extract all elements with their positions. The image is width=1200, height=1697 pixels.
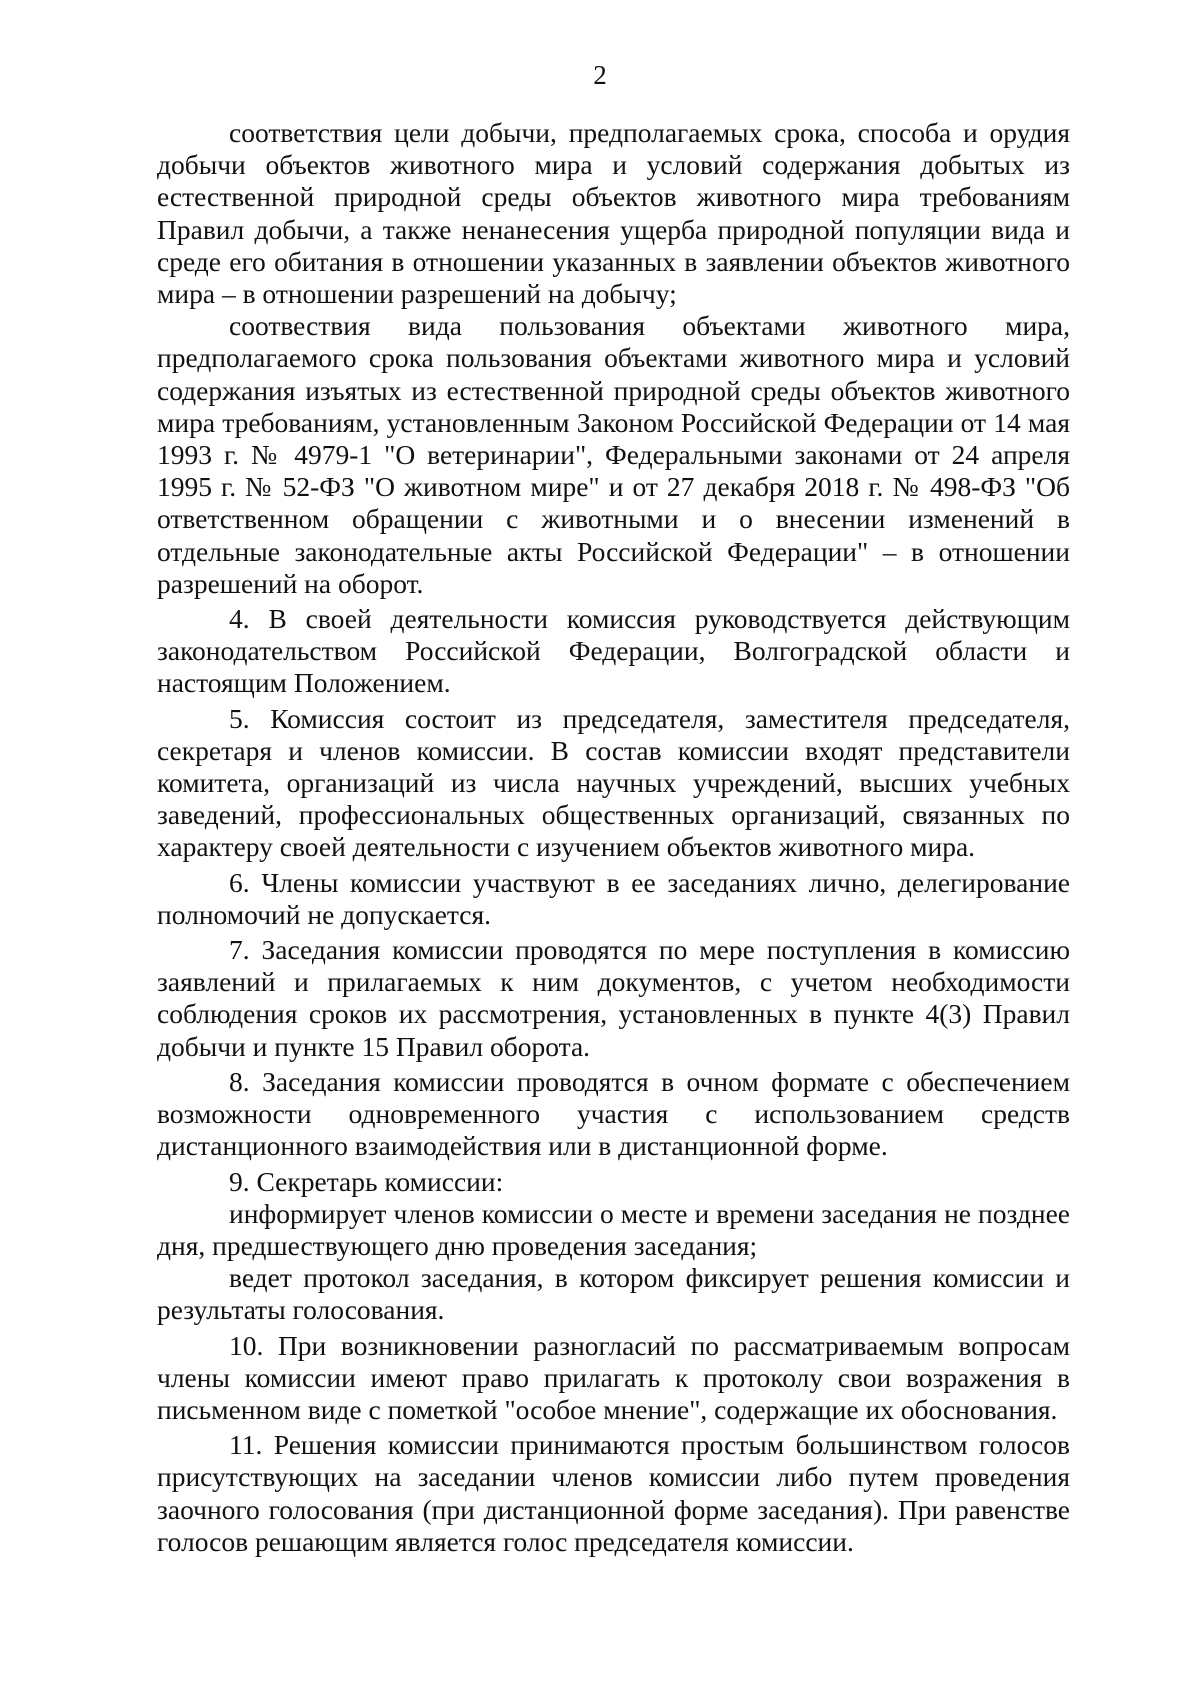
document-body xyxy=(157,117,1070,1558)
paragraph-item-8: 8. Заседания комиссии проводятся в очном формате с обеспечением возможности одновременного участия с использованием средств дистанционного взаимодействия или в дистанционной форме. xyxy=(157,1065,1070,1162)
paragraph-item-10: 10. При возникновении разногласий по рассматриваемым вопросам члены комиссии имеют право прилагать к протоколу свои возражения в письменном виде с пометкой "особое мнение", содержащие их обоснования. xyxy=(157,1329,1070,1425)
paragraph-item-9-inform: информирует членов комиссии о месте и времени заседания не позднее дня, предшествующего дню проведения заседания; xyxy=(157,1197,1070,1261)
paragraph-item-4: 4. В своей деятельности комиссия руководствуется действующим законодательством Российской Федерации, Волгоградской области и настоящим Положением. xyxy=(157,603,1070,699)
paragraph-item-9: 9. Секретарь комиссии: xyxy=(229,1165,504,1197)
page-number: 2 xyxy=(593,60,607,90)
paragraph-item-7: 7. Заседания комиссии проводятся по мере поступления в комиссию заявлений и прилагаемых к ним документов, с учетом необходимости соблюдения сроков их рассмотрения, установленных в пункте 4(3) Правил добычи и пункте 15 Правил оборота. xyxy=(157,934,1070,1062)
paragraph-item-6: 6. Члены комиссии участвуют в ее заседаниях лично, делегирование полномочий не допускается. xyxy=(157,866,1070,930)
paragraph-item-11: 11. Решения комиссии принимаются простым большинством голосов присутствующих на заседании членов комиссии либо путем проведения заочного голосования (при дистанционной форме заседания). При равенстве голосов решающим является голос председателя комиссии. xyxy=(157,1429,1070,1557)
paragraph-item-9-protocol: ведет протокол заседания, в котором фиксирует решения комиссии и результаты голосования. xyxy=(157,1262,1070,1326)
paragraph-item-5: 5. Комиссия состоит из председателя, заместителя председателя, секретаря и членов комиссии. В состав комиссии входят представители комитета, организаций из числа научных учреждений, высших учебных заведений, профессиональных общественных организаций, связанных по характеру своей деятельности с изучением объектов животного мира. xyxy=(157,702,1070,863)
paragraph-compliance-harvesting: соответствия цели добычи, предполагаемых срока, способа и орудия добычи объектов животного мира и условий содержания добытых из естественной природной среды объектов животного мира требованиям Правил добычи, а также ненанесения ущерба природной популяции вида и среде его обитания в отношении указанных в заявлении объектов животного мира – в отношении разрешений на добычу; xyxy=(157,117,1070,310)
paragraph-compliance-use: соотвествия вида пользования объектами животного мира, предполагаемого срока пользования объектами животного мира и условий содержания изъятых из естественной природной среды объектов животного мира требованиям, установленным Законом Российской Федерации от 14 мая 1993 г. № 4979-1 "О ветеринарии", Федеральными законами от 24 апреля 1995 г. № 52-ФЗ "О животном мире" и от 27 декабря 2018 г. № 498-ФЗ "Об ответственном обращении с животными и о внесении изменений в отдельные законодательные акты Российской Федерации" – в отношении разрешений на оборот. xyxy=(157,310,1070,599)
